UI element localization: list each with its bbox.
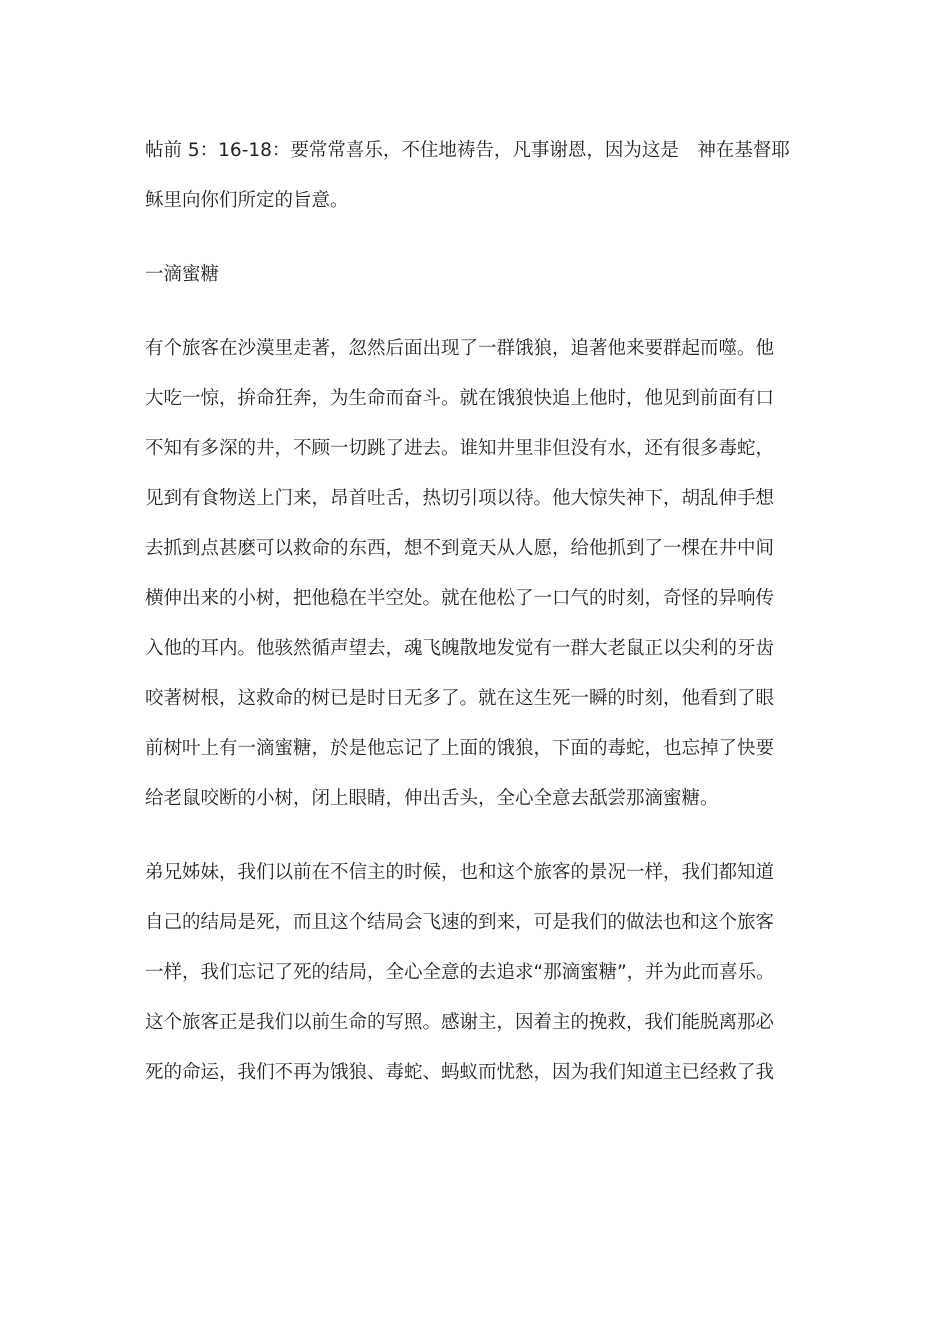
paragraph-gap [145,300,815,324]
text-line: 帖前 5：16-18：要常常喜乐，不住地祷告，凡事谢恩，因为这是 神在基督耶 [145,140,790,161]
text-line: 大吃一惊，拚命狂奔，为生命而奋斗。就在饿狼快追上他时，他见到前面有口 [145,388,775,409]
paragraph-scripture [145,126,815,226]
text-line: 去抓到点甚麽可以救命的东西，想不到竟天从人愿，给他抓到了一棵在井中间 [145,538,775,559]
paragraph-gap [145,226,815,250]
text-line: 横伸出来的小树，把他稳在半空处。就在他松了一口气的时刻，奇怪的异响传 [145,588,775,609]
paragraph-story [145,324,815,824]
document-body [145,126,815,1098]
text-line: 这个旅客正是我们以前生命的写照。感谢主，因着主的挽救，我们能脱离那必 [145,1012,775,1033]
text-line: 见到有食物送上门来，昂首吐舌，热切引项以待。他大惊失神下，胡乱伸手想 [145,488,775,509]
text-line: 弟兄姊妹，我们以前在不信主的时候，也和这个旅客的景况一样，我们都知道 [145,862,775,883]
text-line: 给老鼠咬断的小树，闭上眼睛，伸出舌头，全心全意去舐尝那滴蜜糖。 [145,788,719,809]
text-line: 有个旅客在沙漠里走著，忽然后面出现了一群饿狼，追著他来要群起而噬。他 [145,338,775,359]
text-line: 稣里向你们所定的旨意。 [145,190,349,211]
text-line: 不知有多深的井，不顾一切跳了进去。谁知井里非但没有水，还有很多毒蛇， [145,438,775,459]
section-heading [145,250,815,300]
text-line: 一样，我们忘记了死的结局，全心全意的去追求“那滴蜜糖”，并为此而喜乐。 [145,962,775,983]
paragraph-reflection [145,848,815,1098]
text-line: 咬著树根，这救命的树已是时日无多了。就在这生死一瞬的时刻，他看到了眼 [145,688,775,709]
paragraph-gap [145,824,815,848]
heading-line: 一滴蜜糖 [145,264,220,285]
text-line: 入他的耳内。他骇然循声望去，魂飞魄散地发觉有一群大老鼠正以尖利的牙齿 [145,638,775,659]
text-line: 自己的结局是死，而且这个结局会飞速的到来，可是我们的做法也和这个旅客 [145,912,775,933]
text-line: 死的命运，我们不再为饿狼、毒蛇、蚂蚁而忧愁，因为我们知道主已经救了我 [145,1062,775,1083]
text-line: 前树叶上有一滴蜜糖，於是他忘记了上面的饿狼，下面的毒蛇，也忘掉了快要 [145,738,775,759]
